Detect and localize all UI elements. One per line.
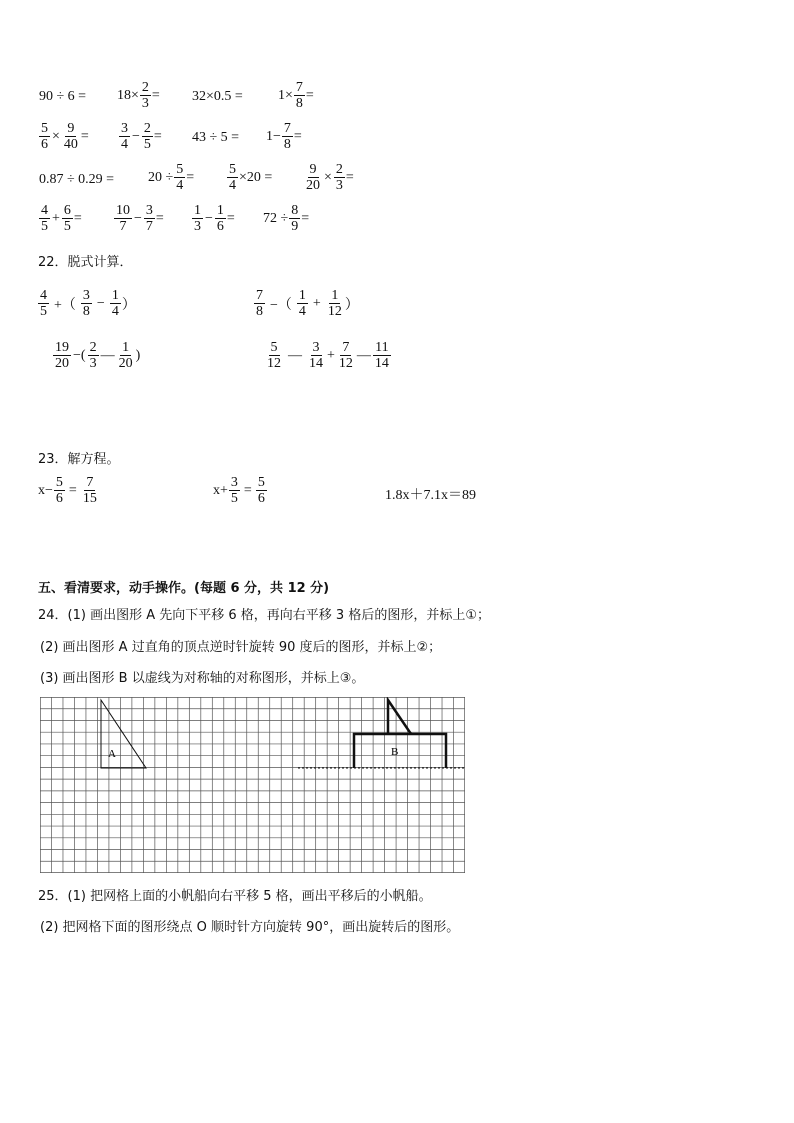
grid-figure [40,697,465,873]
oral-r4-e4 [263,203,309,234]
fraction: $\frac{5}{6}$ [41,121,48,152]
oral-part: 20 ÷ [148,169,174,185]
oral-r3-e4 [303,162,354,193]
q22-expr-d [264,340,392,371]
fraction: $\frac{3}{5}$ [230,475,238,506]
paren: ） [344,297,359,313]
q22-title: 22．脱式计算． [38,255,133,270]
oral-part: = [226,210,235,226]
fraction: $\frac{2}{3}$ [89,340,97,371]
oral-part: = [153,128,162,144]
operator: +（ [54,297,76,313]
fraction: $\frac{1}{6}$ [216,203,224,234]
oral-r2-e1 [38,121,89,152]
fraction: $\frac{3}{4}$ [121,121,128,152]
fraction: $\frac{5}{6}$ [55,475,63,506]
operator: + [312,295,321,311]
paren: ) [135,347,141,363]
operator: = [243,482,252,498]
fraction: $\frac{8}{9}$ [291,203,299,234]
q23-eq-b [213,475,268,506]
operator: — [356,347,371,363]
oral-part: 18× [117,87,139,103]
operator: × [324,169,332,185]
fraction: $\frac{9}{20}$ [306,162,320,193]
fraction: $\frac{7}{8}$ [283,121,291,152]
operator: — [288,347,302,363]
oral-part: = [80,128,89,144]
fraction: $\frac{1}{12}$ [327,288,342,319]
fraction: $\frac{1}{4}$ [298,288,306,319]
operator: − [205,210,213,226]
q23-eq-c: 1.8x＋7.1x＝89 [385,488,476,503]
operator: + [52,210,60,226]
oral-r2-e4 [266,121,302,152]
operator: − [132,128,140,144]
q23-title: 23．解方程。 [38,452,120,467]
oral-r3-e1: 0.87 ÷ 0.29 = [39,172,115,187]
fraction: $\frac{7}{8}$ [295,80,303,111]
operator: × [52,128,60,144]
fraction: $\frac{11}{14}$ [374,340,389,371]
oral-part: = [345,169,354,185]
grid-lines [40,697,465,873]
oral-part: = [293,128,302,144]
oral-r3-e2 [148,162,194,193]
fraction: $\frac{5}{4}$ [176,162,184,193]
fraction: $\frac{7}{8}$ [256,288,263,319]
fraction: $\frac{4}{5}$ [40,288,47,319]
operator: — [100,347,115,363]
oral-r1-e2 [117,80,160,111]
fraction: $\frac{10}{7}$ [116,203,130,234]
fraction: $\frac{2}{3}$ [141,80,149,111]
label-a: A [108,748,116,760]
oral-r4-e1 [38,203,82,234]
paren: ） [121,297,136,313]
fraction: $\frac{7}{12}$ [338,340,353,371]
label-b: B [391,746,399,758]
oral-part: 72 ÷ [263,210,289,226]
q25-line2: (2) 把网格下面的图形绕点 O 顺时针方向旋转 90°，画出旋转后的图形。 [40,920,460,935]
fraction: $\frac{2}{5}$ [143,121,151,152]
fraction: $\frac{5}{12}$ [267,340,281,371]
q24-line3: (3) 画出图形 B 以虚线为对称轴的对称图形，并标上③。 [40,671,365,686]
oral-r2-e3: 43 ÷ 5 = [192,130,240,145]
q22-expr-c [52,340,140,371]
shape-b-outline [354,734,446,768]
fraction: $\frac{1}{20}$ [118,340,133,371]
fraction: $\frac{1}{4}$ [111,288,119,319]
oral-part: = [73,210,82,226]
oral-part: 1× [278,87,293,103]
oral-r4-e3 [191,203,235,234]
oral-part: = [151,87,160,103]
q24-line1: 24．(1) 画出图形 A 先向下平移 6 格，再向右平移 3 格后的图形，并标上①； [38,608,490,623]
q22-expr-a [37,288,136,319]
eq-part: x− [38,482,53,498]
oral-part: = [301,210,310,226]
section-title: 五、看清要求，动手操作。(每题 6 分，共 12 分) [38,581,330,596]
fraction: $\frac{5}{4}$ [229,162,236,193]
q23-eq-a [38,475,100,506]
fraction: $\frac{6}{5}$ [63,203,71,234]
fraction: $\frac{1}{3}$ [194,203,201,234]
fraction: $\frac{5}{6}$ [257,475,265,506]
fraction: $\frac{4}{5}$ [41,203,48,234]
oral-part: 1− [266,128,281,144]
fraction: $\frac{19}{20}$ [55,340,69,371]
fraction: $\frac{9}{40}$ [63,121,78,152]
oral-r1-e1: 90 ÷ 6 = [39,89,87,104]
fraction: $\frac{2}{3}$ [335,162,343,193]
oral-part: ×20 = [239,169,273,185]
eq-part: x+ [213,482,228,498]
oral-r1-e3: 32×0.5 = [192,89,243,104]
operator: − [96,295,105,311]
operator: − [134,210,142,226]
operator: −（ [270,297,292,313]
fraction: $\frac{3}{14}$ [309,340,323,371]
oral-r3-e3 [226,162,272,193]
q24-line2: (2) 画出图形 A 过直角的顶点逆时针旋转 90 度后的图形，并标上②； [40,640,442,655]
oral-r2-e2 [118,121,162,152]
q22-expr-b [253,288,359,319]
oral-r4-e2 [113,203,164,234]
oral-part: = [186,169,195,185]
fraction: $\frac{3}{7}$ [145,203,153,234]
fraction: $\frac{3}{8}$ [82,288,90,319]
oral-part: = [155,210,164,226]
fraction: $\frac{7}{15}$ [82,475,97,506]
operator: = [68,482,77,498]
operator: + [327,347,335,363]
operator: −( [73,347,86,363]
oral-part: = [305,87,314,103]
oral-r1-e4 [278,80,314,111]
q25-line1: 25．(1) 把网格上面的小帆船向右平移 5 格，画出平移后的小帆船。 [38,889,432,904]
